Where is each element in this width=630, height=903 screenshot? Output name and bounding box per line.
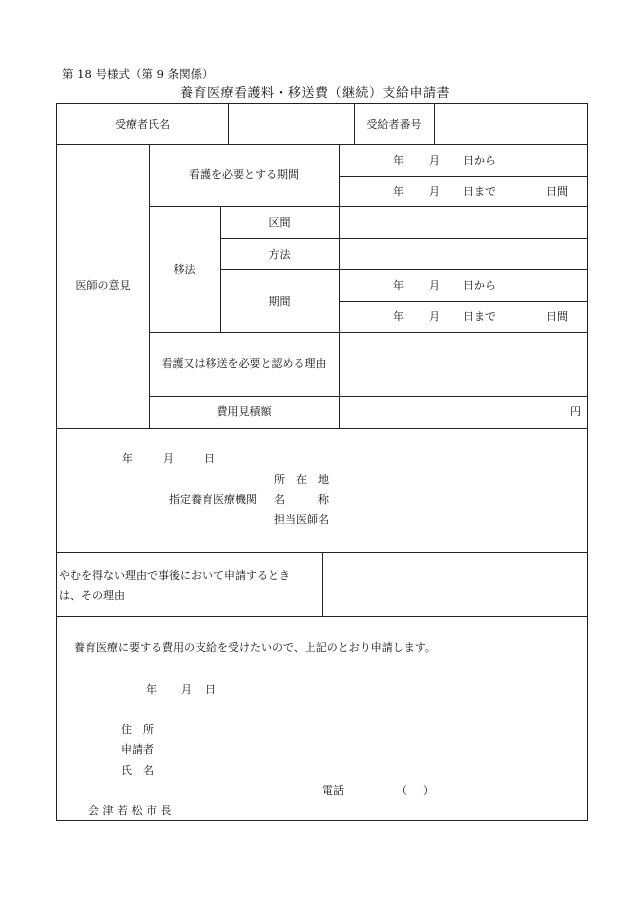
cost-unit: 円 <box>570 405 581 418</box>
recipient-number-label: 受給者番号 <box>366 118 422 131</box>
transport-to-month: 月 <box>429 310 440 323</box>
institution-date-year: 年 <box>122 452 133 465</box>
form-number: 第 18 号様式（第 9 条関係） <box>62 67 214 81</box>
institution-date-month: 月 <box>163 452 174 465</box>
patient-name-label: 受療者氏名 <box>115 118 170 131</box>
doctor-opinion-label: 医師の意見 <box>75 279 131 292</box>
nursing-to-day: 日まで <box>463 185 496 198</box>
institution-address-label: 所 在 地 <box>274 473 329 486</box>
nursing-from-day: 日から <box>463 154 496 167</box>
declaration-date-year: 年 <box>146 683 157 696</box>
nursing-days: 日間 <box>546 185 568 198</box>
institution-name-label: 名 称 <box>274 493 329 506</box>
transport-to-year: 年 <box>393 310 404 323</box>
nursing-from-month: 月 <box>429 154 440 167</box>
late-reason-field[interactable] <box>323 553 587 616</box>
late-reason-label-line2: は、その理由 <box>59 589 125 602</box>
reason-label: 看護又は移送を必要と認める理由 <box>161 357 327 370</box>
declaration-statement: 養育医療に要する費用の支給を受けたいので、上記のとおり申請します。 <box>74 641 436 654</box>
transport-from-day: 日から <box>463 279 496 292</box>
route-label: 区間 <box>268 216 291 229</box>
institution-date-day: 日 <box>204 452 215 465</box>
method-label: 方法 <box>268 248 291 261</box>
declaration-date-month: 月 <box>181 683 192 696</box>
applicant-name-label: 氏 名 <box>121 764 154 777</box>
cost-estimate-label: 費用見積額 <box>216 405 272 418</box>
nursing-to-month: 月 <box>429 185 440 198</box>
attending-doctor-label: 担当医師名 <box>274 513 329 526</box>
applicant-address-label: 住 所 <box>121 723 154 736</box>
transport-from-year: 年 <box>393 279 404 292</box>
transport-days: 日間 <box>546 310 568 323</box>
transport-period-label: 期間 <box>268 295 291 308</box>
patient-name-field[interactable] <box>229 104 354 144</box>
form-title: 養育医療看護料・移送費（継続）支給申請書 <box>179 86 450 101</box>
institution-label: 指定養育医療機関 <box>169 493 257 506</box>
applicant-label: 申請者 <box>121 743 154 756</box>
transport-to-day: 日まで <box>463 310 496 323</box>
transport-label: 移法 <box>173 263 196 276</box>
application-form <box>56 103 588 821</box>
phone-paren-close: ） <box>423 784 434 797</box>
nursing-period-label: 看護を必要とする期間 <box>189 168 299 181</box>
phone-paren-open: （ <box>396 784 407 797</box>
phone-label: 電話 <box>322 784 344 797</box>
nursing-to-year: 年 <box>393 185 404 198</box>
transport-from-month: 月 <box>429 279 440 292</box>
late-reason-label-line1: やむを得ない理由で事後において申請するとき <box>59 569 290 582</box>
recipient-number-field[interactable] <box>435 104 587 144</box>
declaration-date-day: 日 <box>205 683 216 696</box>
nursing-from-year: 年 <box>393 154 404 167</box>
recipient-mayor: 会 津 若 松 市 長 <box>88 804 172 817</box>
